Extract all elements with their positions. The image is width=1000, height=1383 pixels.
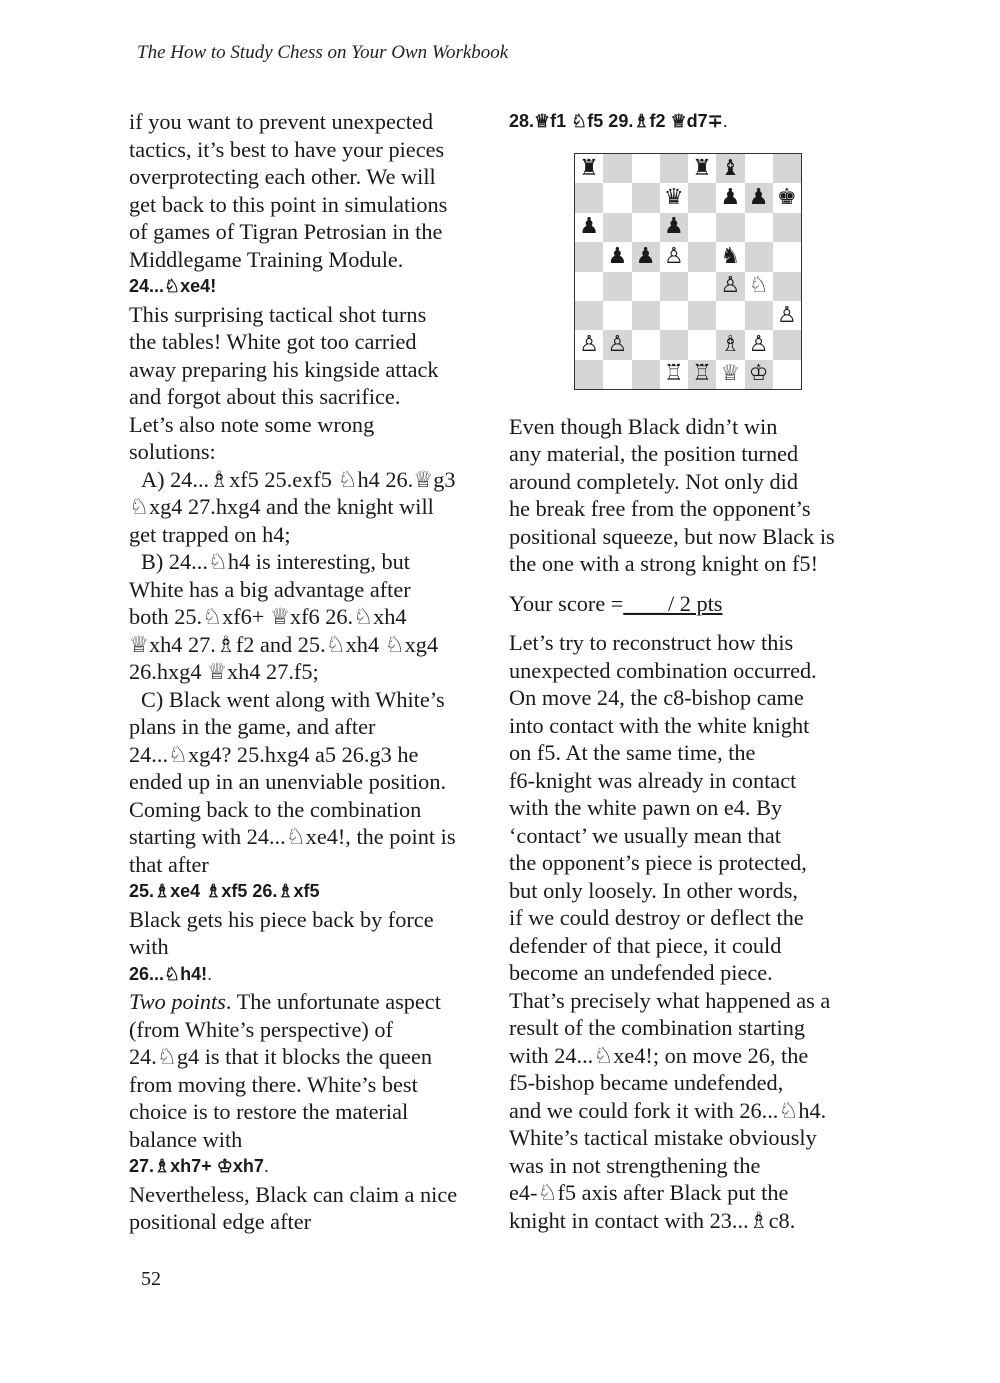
move-punctuation: . — [722, 111, 728, 131]
move-text: 27.♗xh7+ ♔xh7 — [129, 1156, 264, 1176]
score-line — [509, 590, 869, 618]
text-line: Coming back to the combination — [129, 796, 422, 822]
score-label: Your score = — [509, 590, 624, 616]
text-line: with — [129, 934, 169, 959]
chess-piece-icon: ♟ — [635, 243, 656, 269]
chess-piece-icon: ♟ — [607, 243, 628, 269]
square-d2 — [660, 330, 688, 359]
square-f5 — [716, 242, 744, 271]
square-g1 — [745, 360, 773, 389]
square-h7 — [773, 183, 801, 212]
paragraph-turnaround — [509, 413, 869, 578]
text-line: get back to this point in simulations — [129, 191, 448, 217]
text-line: positional squeeze, but now Black is — [509, 523, 835, 549]
text-line: both 25.♘xf6+ ♕xf6 26.♘xh4 — [129, 604, 407, 629]
text-line: knight in contact with 23...♗c8. — [509, 1207, 796, 1233]
text-line: become an undefended piece. — [509, 960, 773, 985]
chess-piece-icon: ♙ — [748, 331, 769, 357]
square-a7 — [575, 183, 603, 212]
text-line: tactics, it’s best to have your pieces — [129, 136, 445, 162]
text-line: e4-♘f5 axis after Black put the — [509, 1180, 789, 1205]
text-line: White’s tactical mistake obviously — [509, 1125, 817, 1150]
chess-piece-icon: ♟ — [664, 214, 684, 240]
chess-piece-icon: ♜ — [692, 155, 712, 181]
text-line: Middlegame Training Module. — [129, 246, 404, 272]
paragraph-reconstruct — [509, 629, 869, 1234]
chess-piece-icon: ♙ — [777, 302, 797, 328]
text-line: Let’s try to reconstruct how this — [509, 630, 794, 655]
text-line: that after — [129, 851, 209, 877]
square-d7 — [660, 183, 688, 212]
text-line: of games of Tigran Petrosian in the — [129, 219, 443, 244]
square-d4 — [660, 272, 688, 301]
text-line: get trapped on h4; — [129, 521, 291, 547]
square-b5 — [603, 242, 631, 271]
square-g2 — [745, 330, 773, 359]
chess-piece-icon: ♜ — [579, 155, 599, 181]
square-c7 — [632, 183, 660, 212]
text-line: B) 24...♘h4 is interesting, but — [141, 549, 410, 574]
text-line: C) Black went along with White’s — [141, 686, 445, 712]
text-line: starting with 24...♘xe4!, the point is — [129, 824, 456, 849]
text-line: if we could destroy or deflect the — [509, 905, 804, 930]
chess-piece-icon: ♔ — [748, 361, 769, 387]
move-punctuation: . — [207, 963, 213, 984]
text-line — [129, 988, 489, 1016]
text-line: result of the combination starting — [509, 1015, 805, 1040]
text-line: and forgot about this sacrifice. — [129, 384, 401, 409]
square-b1 — [603, 360, 631, 389]
text-line: from moving there. White’s best — [129, 1071, 418, 1097]
text-line: ♘xg4 27.hxg4 and the knight will — [129, 494, 434, 519]
move-27 — [129, 1153, 489, 1181]
text-line: with the white pawn on e4. By — [509, 795, 783, 820]
paragraph-intro — [129, 108, 489, 273]
text-line: unexpected combination occurred. — [509, 657, 817, 683]
move-24: 24...♘xe4! — [129, 276, 217, 296]
square-h5 — [773, 242, 801, 271]
text-line: plans in the game, and after — [129, 714, 376, 739]
text-line: overprotecting each other. We will — [129, 164, 436, 189]
text-span: . The unfortunate aspect — [225, 989, 441, 1014]
square-g5 — [745, 242, 773, 271]
chess-piece-icon: ♟ — [720, 185, 741, 211]
two-points-label: Two points — [129, 989, 226, 1014]
move-26 — [129, 961, 489, 989]
square-g3 — [745, 301, 773, 330]
text-line: was in not strengthening the — [509, 1152, 761, 1178]
chess-piece-icon: ♝ — [720, 155, 741, 181]
square-e4 — [688, 272, 716, 301]
square-f8 — [716, 154, 744, 183]
chess-piece-icon: ♟ — [748, 185, 769, 211]
square-e8 — [688, 154, 716, 183]
square-e3 — [688, 301, 716, 330]
text-line: defender of that piece, it could — [509, 932, 782, 958]
chess-piece-icon: ♚ — [777, 185, 797, 211]
square-h2 — [773, 330, 801, 359]
text-line: any material, the position turned — [509, 441, 799, 466]
chess-piece-icon: ♛ — [664, 185, 684, 211]
square-e7 — [688, 183, 716, 212]
text-line: positional edge after — [129, 1209, 312, 1234]
square-e6 — [688, 213, 716, 242]
text-line: if you want to prevent unexpected — [129, 109, 434, 134]
text-line: That’s precisely what happened as a — [509, 987, 831, 1013]
paragraph-two-points — [129, 988, 489, 1153]
square-h3 — [773, 301, 801, 330]
chess-piece-icon: ♗ — [720, 331, 741, 357]
text-line: (from White’s perspective) of — [129, 1016, 393, 1042]
text-line: f5-bishop became undefended, — [509, 1070, 784, 1095]
running-head: The How to Study Chess on Your Own Workbook — [137, 42, 509, 63]
move-text: 28.♕f1 ♘f5 29.♗f2 ♕d7∓ — [509, 111, 723, 131]
square-e1 — [688, 360, 716, 389]
square-c6 — [632, 213, 660, 242]
text-line: the one with a strong knight on f5! — [509, 551, 819, 576]
square-a6 — [575, 213, 603, 242]
square-c1 — [632, 360, 660, 389]
square-f6 — [716, 213, 744, 242]
square-g7 — [745, 183, 773, 212]
square-a8 — [575, 154, 603, 183]
chess-piece-icon: ♞ — [720, 243, 741, 269]
chess-piece-icon: ♙ — [579, 331, 599, 357]
spacer — [509, 617, 869, 629]
solution-b — [129, 548, 489, 686]
text-line: A) 24...♗xf5 25.exf5 ♘h4 26.♕g3 — [141, 466, 456, 492]
chess-piece-icon: ♘ — [748, 273, 769, 299]
square-b8 — [603, 154, 631, 183]
text-line: choice is to restore the material — [129, 1099, 409, 1124]
left-column — [129, 108, 489, 1236]
text-line: On move 24, the c8-bishop came — [509, 685, 804, 710]
square-g4 — [745, 272, 773, 301]
text-line: solutions: — [129, 439, 216, 464]
text-line: the opponent’s piece is protected, — [509, 850, 807, 875]
square-f7 — [716, 183, 744, 212]
text-line: Even though Black didn’t win — [509, 413, 778, 439]
text-line: the tables! White got too carried — [129, 329, 417, 354]
chess-piece-icon: ♙ — [720, 273, 741, 299]
chess-piece-icon: ♖ — [664, 361, 684, 387]
square-f2 — [716, 330, 744, 359]
text-line: f6-knight was already in contact — [509, 767, 797, 793]
square-d8 — [660, 154, 688, 183]
square-d6 — [660, 213, 688, 242]
square-a4 — [575, 272, 603, 301]
text-line: 26.hxg4 ♕xh4 27.f5; — [129, 659, 319, 684]
text-line: Nevertheless, Black can claim a nice — [129, 1181, 458, 1207]
square-f1 — [716, 360, 744, 389]
chess-piece-icon: ♟ — [579, 214, 599, 240]
text-line: balance with — [129, 1126, 243, 1152]
square-h6 — [773, 213, 801, 242]
text-line: with 24...♘xe4!; on move 26, the — [509, 1042, 809, 1068]
square-b3 — [603, 301, 631, 330]
paragraph-sacrifice — [129, 301, 489, 466]
move-punctuation: . — [263, 1156, 269, 1176]
square-d3 — [660, 301, 688, 330]
square-c4 — [632, 272, 660, 301]
square-c2 — [632, 330, 660, 359]
square-d1 — [660, 360, 688, 389]
square-f3 — [716, 301, 744, 330]
move-text: 26...♘h4! — [129, 963, 208, 984]
square-h4 — [773, 272, 801, 301]
square-a5 — [575, 242, 603, 271]
paragraph-piece-back — [129, 906, 489, 961]
square-e2 — [688, 330, 716, 359]
text-line: into contact with the white knight — [509, 712, 810, 738]
square-f4 — [716, 272, 744, 301]
text-line: Black gets his piece back by force — [129, 906, 434, 932]
score-blank: ____/ 2 pts — [623, 590, 723, 616]
text-line: around completely. Not only did — [509, 468, 798, 494]
square-b2 — [603, 330, 631, 359]
square-h8 — [773, 154, 801, 183]
paragraph-positional-edge — [129, 1181, 489, 1236]
text-line: on f5. At the same time, the — [509, 740, 756, 765]
chess-diagram — [574, 153, 802, 390]
chess-piece-icon: ♖ — [692, 361, 712, 387]
solution-c — [129, 686, 489, 879]
move-25: 25.♗xe4 ♗xf5 26.♗xf5 — [129, 881, 320, 901]
chess-piece-icon: ♕ — [720, 361, 741, 387]
text-line: This surprising tactical shot turns — [129, 301, 427, 327]
square-c3 — [632, 301, 660, 330]
text-line: 24...♘xg4? 25.hxg4 a5 26.g3 he — [129, 741, 419, 767]
page-number: 52 — [141, 1268, 161, 1290]
square-g8 — [745, 154, 773, 183]
square-h1 — [773, 360, 801, 389]
square-b4 — [603, 272, 631, 301]
square-a3 — [575, 301, 603, 330]
text-line: but only loosely. In other words, — [509, 877, 798, 903]
square-a1 — [575, 360, 603, 389]
chess-piece-icon: ♙ — [664, 243, 684, 269]
text-line: away preparing his kingside attack — [129, 356, 439, 382]
text-line: and we could fork it with 26...♘h4. — [509, 1097, 827, 1123]
square-c5 — [632, 242, 660, 271]
square-b7 — [603, 183, 631, 212]
square-d5 — [660, 242, 688, 271]
move-28 — [509, 108, 869, 136]
text-line: 24.♘g4 is that it blocks the queen — [129, 1044, 432, 1069]
text-line: ended up in an unenviable position. — [129, 769, 447, 794]
text-line: Let’s also note some wrong — [129, 411, 375, 437]
square-e5 — [688, 242, 716, 271]
square-a2 — [575, 330, 603, 359]
text-line: he break free from the opponent’s — [509, 496, 811, 521]
chess-piece-icon: ♙ — [607, 331, 628, 357]
square-c8 — [632, 154, 660, 183]
solution-a — [129, 466, 489, 549]
text-line: ‘contact’ we usually mean that — [509, 822, 781, 848]
text-line: ♕xh4 27.♗f2 and 25.♘xh4 ♘xg4 — [129, 631, 439, 657]
text-line: White has a big advantage after — [129, 576, 411, 602]
square-b6 — [603, 213, 631, 242]
square-g6 — [745, 213, 773, 242]
